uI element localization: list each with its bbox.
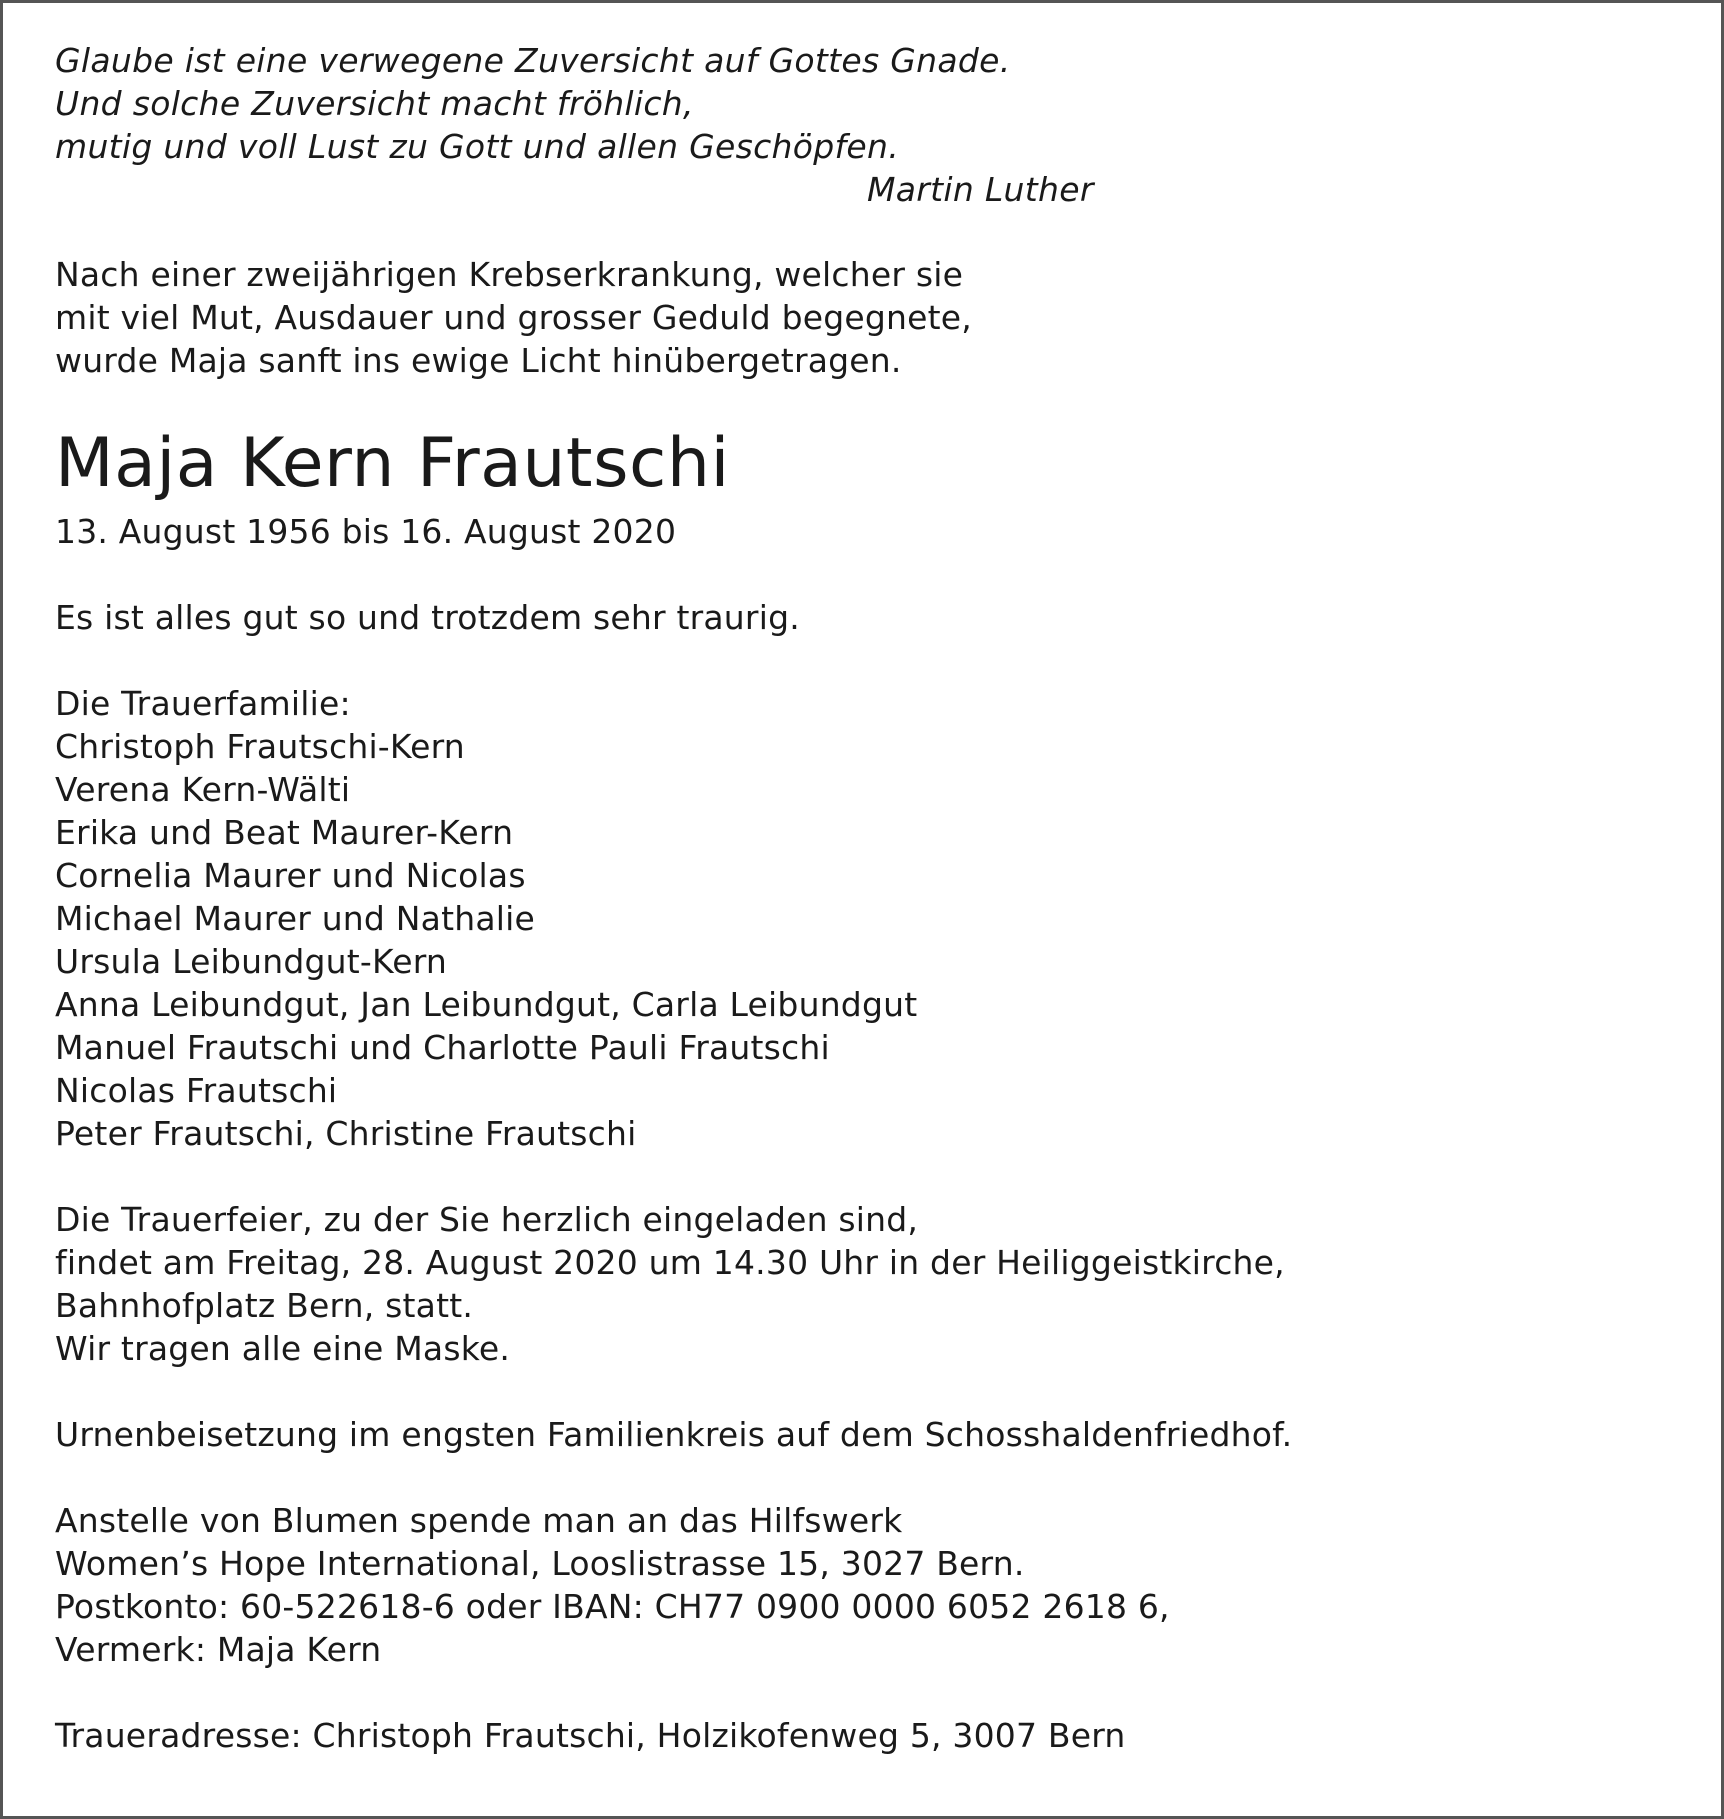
intro-paragraph [55, 253, 1675, 382]
family-member: Peter Frautschi, Christine Frautschi [55, 1114, 637, 1153]
deceased-name: Maja Kern Frautschi [55, 424, 730, 503]
intro-line: wurde Maja sanft ins ewige Licht hinübergetragen. [55, 341, 902, 380]
donation-line: Vermerk: Maja Kern [55, 1630, 382, 1669]
donation-line: Postkonto: 60-522618-6 oder IBAN: CH77 0900 0000 6052 2618 6, [55, 1587, 1170, 1626]
family-member: Christoph Frautschi-Kern [55, 727, 465, 766]
family-heading: Die Trauerfamilie: [55, 684, 351, 723]
family-member: Erika und Beat Maurer-Kern [55, 813, 514, 852]
donation-line: Anstelle von Blumen spende man an das Hilfswerk [55, 1501, 903, 1540]
quote-line: mutig und voll Lust zu Gott und allen Geschöpfen. [55, 127, 900, 166]
family-member: Manuel Frautschi und Charlotte Pauli Frautschi [55, 1028, 830, 1067]
burial-line: Urnenbeisetzung im engsten Familienkreis auf dem Schosshaldenfriedhof. [55, 1415, 1293, 1454]
family-member: Cornelia Maurer und Nicolas [55, 856, 526, 895]
family-list [55, 682, 1675, 1155]
sentiment-line: Es ist alles gut so und trotzdem sehr traurig. [55, 598, 800, 637]
family-member: Michael Maurer und Nathalie [55, 899, 535, 938]
quote-line: Und solche Zuversicht macht fröhlich, [55, 84, 694, 123]
ceremony-line: Wir tragen alle eine Maske. [55, 1329, 511, 1368]
donation-line: Women’s Hope International, Looslistrasse 15, 3027 Bern. [55, 1544, 1025, 1583]
family-member: Nicolas Frautschi [55, 1071, 338, 1110]
family-member: Verena Kern-Wälti [55, 770, 351, 809]
family-member: Ursula Leibundgut-Kern [55, 942, 448, 981]
life-dates: 13. August 1956 bis 16. August 2020 [55, 512, 677, 551]
ceremony-line: Die Trauerfeier, zu der Sie herzlich eingeladen sind, [55, 1200, 919, 1239]
luther-quote [55, 39, 1675, 211]
mourning-address: Traueradresse: Christoph Frautschi, Holzikofenweg 5, 3007 Bern [55, 1716, 1126, 1755]
intro-line: Nach einer zweijährigen Krebserkrankung, welcher sie [55, 255, 964, 294]
quote-line: Glaube ist eine verwegene Zuversicht auf Gottes Gnade. [55, 41, 1011, 80]
ceremony-line: Bahnhofplatz Bern, statt. [55, 1286, 474, 1325]
ceremony-line: findet am Freitag, 28. August 2020 um 14.30 Uhr in der Heiliggeistkirche, [55, 1243, 1285, 1282]
donation-paragraph [55, 1499, 1675, 1671]
ceremony-paragraph [55, 1198, 1675, 1370]
obituary-content [55, 39, 1675, 1757]
quote-author: Martin Luther [867, 170, 1094, 209]
family-member: Anna Leibundgut, Jan Leibundgut, Carla Leibundgut [55, 985, 918, 1024]
intro-line: mit viel Mut, Ausdauer und grosser Geduld begegnete, [55, 298, 972, 337]
